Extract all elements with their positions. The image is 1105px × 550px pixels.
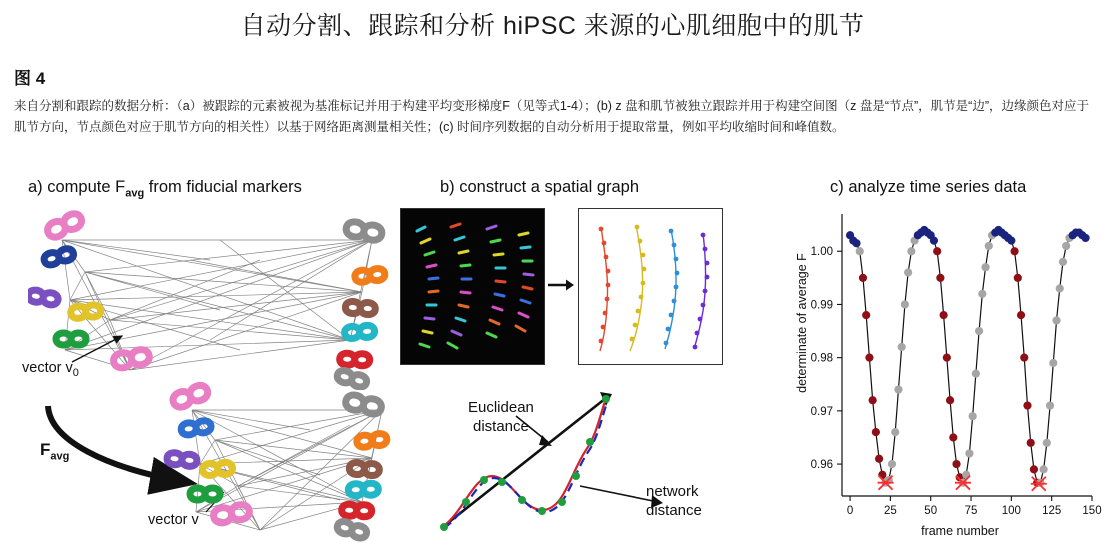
chart-data-point bbox=[1056, 284, 1064, 292]
chart-data-point bbox=[1043, 439, 1051, 447]
panel-b-left-svg bbox=[401, 209, 544, 364]
chart-data-point bbox=[946, 396, 954, 404]
chart-x-tick: 25 bbox=[883, 505, 897, 517]
chart-data-point bbox=[975, 327, 983, 335]
euclidean-line-1: Euclidean bbox=[468, 399, 534, 416]
euclidean-distance-label bbox=[468, 398, 534, 436]
panel-b-right-svg bbox=[579, 209, 722, 364]
figure-label: 图 4 bbox=[14, 69, 46, 88]
panel-b-arrow-icon bbox=[548, 278, 574, 292]
knot-green-2 bbox=[190, 488, 220, 500]
vector-v0-label bbox=[22, 360, 79, 379]
chart-data-point bbox=[901, 300, 909, 308]
chart-data-point bbox=[907, 247, 915, 255]
chart-data-point bbox=[1010, 247, 1018, 255]
knot-yellow-1 bbox=[70, 304, 101, 319]
knot-brown-2 bbox=[349, 462, 380, 476]
knot-gray-1 bbox=[345, 220, 383, 241]
chart-data-point bbox=[1023, 401, 1031, 409]
chart-data-point bbox=[952, 460, 960, 468]
vector-v-label: vector v bbox=[148, 512, 199, 528]
knot-purple-2 bbox=[166, 452, 197, 467]
chart-data-point bbox=[888, 460, 896, 468]
knot-red-1 bbox=[339, 353, 369, 366]
chart-data-point bbox=[978, 290, 986, 298]
chart-x-tick: 75 bbox=[964, 505, 978, 517]
knot-red-2 bbox=[341, 504, 371, 517]
chart-data-point bbox=[1049, 359, 1057, 367]
panel-a-diagram bbox=[10, 200, 410, 545]
chart-y-tick: 0.98 bbox=[810, 352, 833, 365]
chart-data-point bbox=[862, 311, 870, 319]
knot-cyan-1 bbox=[344, 325, 375, 339]
chart-y-tick: 0.96 bbox=[810, 459, 833, 472]
chart-x-tick: 0 bbox=[846, 505, 854, 517]
chart-data-point bbox=[1014, 274, 1022, 282]
chart-x-tick: 125 bbox=[1042, 505, 1062, 517]
knot-blue-2 bbox=[180, 420, 211, 436]
chart-y-tick: 0.99 bbox=[810, 299, 833, 312]
favg-label bbox=[40, 440, 69, 462]
chart-x-tick: 150 bbox=[1082, 505, 1102, 517]
panel-b-spatial-graph bbox=[578, 208, 723, 365]
chart-data-point bbox=[898, 343, 906, 351]
knot-pink-2 bbox=[112, 348, 150, 369]
panel-b-diagram bbox=[400, 200, 760, 545]
panel-a-title-tail: from fiducial markers bbox=[144, 178, 302, 196]
knot-brown-1 bbox=[345, 301, 376, 315]
chart-data-point bbox=[1052, 316, 1060, 324]
favg-text: F bbox=[40, 440, 51, 459]
chart-data-point bbox=[869, 396, 877, 404]
knot-gray-4 bbox=[336, 520, 368, 540]
chart-data-point bbox=[1062, 242, 1070, 250]
chart-data-point bbox=[1040, 465, 1048, 473]
chart-data-point bbox=[1007, 237, 1015, 245]
panel-a-title-sub: avg bbox=[125, 187, 145, 200]
chart-data-point bbox=[930, 237, 938, 245]
chart-peak-marker bbox=[1031, 477, 1047, 491]
panel-a-title bbox=[28, 178, 302, 199]
chart-y-tick: 1.00 bbox=[810, 246, 833, 259]
vector-v0-text: vector v bbox=[22, 360, 73, 376]
euclidean-line-2: distance bbox=[473, 418, 529, 435]
chart-data-point bbox=[972, 370, 980, 378]
chart-data-point bbox=[891, 428, 899, 436]
chart-data-point bbox=[969, 412, 977, 420]
network-line-2: distance bbox=[646, 502, 702, 519]
network-distance-label bbox=[646, 482, 702, 520]
chart-y-axis-label: determinate of average F bbox=[795, 253, 809, 393]
knot-pink-4 bbox=[212, 503, 250, 524]
panel-b-title: b) construct a spatial graph bbox=[440, 178, 640, 196]
chart-x-axis-label: frame number bbox=[921, 524, 999, 538]
chart-data-point bbox=[1030, 465, 1038, 473]
chart-data-point bbox=[936, 274, 944, 282]
page-title: 自动分割、跟踪和分析 hiPSC 来源的心肌细胞中的肌节 bbox=[240, 12, 865, 40]
knot-green-1 bbox=[56, 333, 86, 345]
chart-data-point bbox=[865, 354, 873, 362]
chart-data-point bbox=[1017, 311, 1025, 319]
panel-c-title: c) analyze time series data bbox=[830, 178, 1027, 196]
chart-data-point bbox=[965, 449, 973, 457]
chart-data-point bbox=[852, 239, 860, 247]
chart-data-point bbox=[872, 428, 880, 436]
knot-pink-3 bbox=[171, 383, 210, 409]
knot-purple-1 bbox=[28, 289, 59, 306]
chart-data-point bbox=[1046, 401, 1054, 409]
chart-data-point bbox=[1059, 258, 1067, 266]
knot-blue-1 bbox=[43, 247, 75, 266]
chart-y-tick: 0.97 bbox=[810, 405, 833, 418]
knot-orange-1 bbox=[354, 268, 385, 283]
vector-v0-sub: 0 bbox=[72, 366, 79, 379]
favg-sub: avg bbox=[50, 450, 70, 463]
knot-yellow-2 bbox=[202, 462, 233, 476]
panel-c-svg bbox=[770, 196, 1105, 545]
panel-c-chart bbox=[770, 196, 1105, 545]
chart-data-point bbox=[940, 311, 948, 319]
panel-a-title-text: a) compute F bbox=[28, 178, 126, 196]
chart-data-point bbox=[949, 433, 957, 441]
network-line-1: network bbox=[646, 483, 699, 500]
chart-data-point bbox=[981, 263, 989, 271]
knot-cyan-2 bbox=[348, 483, 378, 496]
knot-gray-3 bbox=[344, 393, 382, 415]
panel-b-microscopy-image bbox=[400, 208, 545, 365]
chart-data-point bbox=[856, 247, 864, 255]
chart-data-point bbox=[904, 268, 912, 276]
chart-data-point bbox=[1027, 439, 1035, 447]
chart-data-point bbox=[1020, 354, 1028, 362]
chart-data-point bbox=[1081, 234, 1089, 242]
chart-data-point bbox=[859, 274, 867, 282]
chart-data-point bbox=[943, 354, 951, 362]
knot-orange-2 bbox=[356, 433, 387, 448]
figure-caption: 来自分割和跟踪的数据分析：（a）被跟踪的元素被视为基准标记并用于构建平均变形梯度F（见等式1-4）；(b) z 盘和肌节被独立跟踪并用于构建空间图（z 盘是“节点”，肌节是“边”，边缘颜色对应于肌节方向，节点颜色对应于肌节方向的相关性）以基于网络距离测量相关性；(c) 时间序列数据的自动分析用于提取常量，例如平均收缩时间和峰值数。 bbox=[14, 99, 1090, 134]
knot-pink-1 bbox=[45, 211, 84, 240]
figure-image bbox=[0, 178, 1105, 545]
chart-data-point bbox=[894, 385, 902, 393]
chart-data-point bbox=[985, 242, 993, 250]
fiducial-cluster-top bbox=[28, 200, 398, 390]
chart-data-point bbox=[933, 247, 941, 255]
chart-x-tick: 50 bbox=[924, 505, 938, 517]
knots-top-svg bbox=[28, 200, 398, 390]
chart-data-point bbox=[875, 455, 883, 463]
chart-x-tick: 100 bbox=[1001, 505, 1021, 517]
